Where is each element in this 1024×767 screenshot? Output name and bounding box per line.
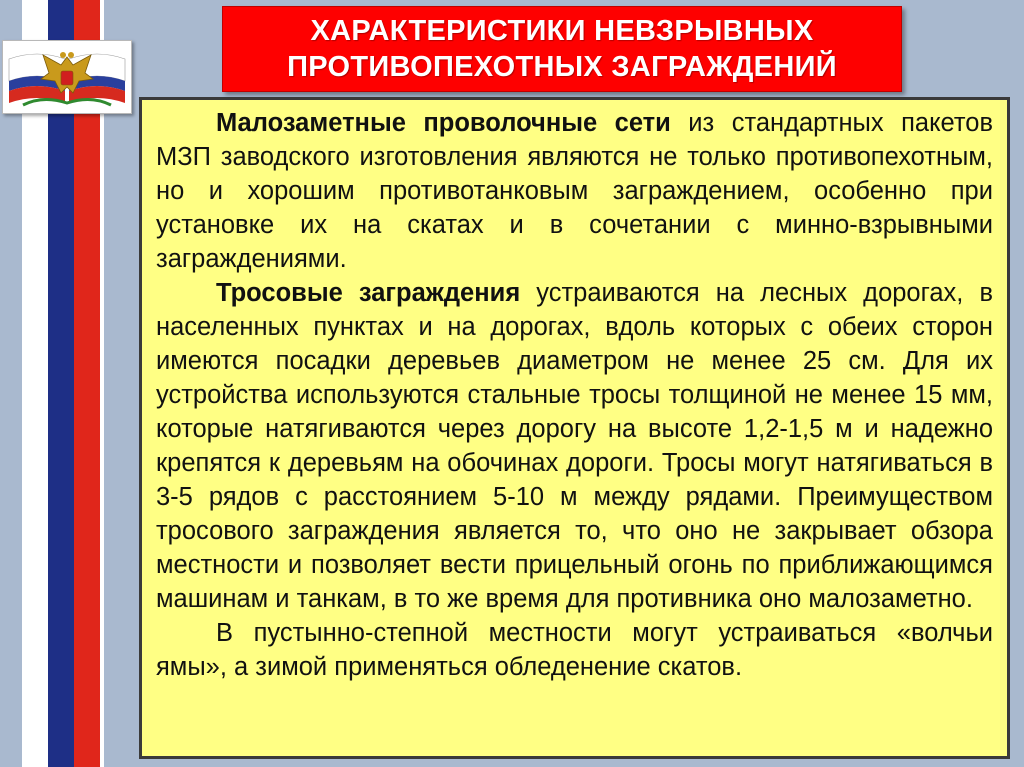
paragraph-text: устраиваются на лесных дорогах, в населенных пунктах и на дорогах, вдоль которых с обеих сторон имеются посадки деревьев диаметром не менее 25 см. Для их устройства используются стальные тросы толщиной не менее 15 мм, которые натягиваются через дорогу на высоте 1,2-1,5 м и надежно крепятся к деревьям на обочинах дороги. Тросы могут натягиваться в 3-5 рядов с расстоянием 5-10 м между рядами. Преимуществом тросового заграждения является то, что оно не закрывает обзора местности и позволяет вести прицельный огонь по приближающимся машинам и танкам, в то же время для противника оно малозаметно. bbox=[156, 279, 993, 613]
term-wire-nets: Малозаметные проволочные сети bbox=[216, 109, 671, 137]
paragraph-text: из стандартных пакетов МЗП заводского изготовления являются не только противопехотным, но и хорошим противотанковым заграждением, особенно при установке их на скатах и в сочетании с минно-взрывными заграждениями. bbox=[156, 109, 993, 273]
paragraph-desert bbox=[156, 616, 993, 684]
title-line-2: ПРОТИВОПЕХОТНЫХ ЗАГРАЖДЕНИЙ bbox=[287, 51, 837, 83]
paragraph-text: В пустынно-степной местности могут устраиваться «волчьи ямы», а зимой применяться обледенение скатов. bbox=[156, 619, 993, 681]
content-box bbox=[139, 97, 1010, 759]
russian-flag-eagle-emblem-icon bbox=[2, 40, 132, 114]
flag-stripe-blue bbox=[48, 0, 74, 767]
stripe-divider bbox=[100, 0, 104, 767]
flag-stripe-white bbox=[22, 0, 48, 767]
title-line-1: ХАРАКТЕРИСТИКИ НЕВЗРЫВНЫХ bbox=[310, 15, 814, 47]
paragraph-wire-nets bbox=[156, 106, 993, 276]
term-cable-barriers: Тросовые заграждения bbox=[216, 279, 521, 307]
paragraph-cable-barriers bbox=[156, 276, 993, 616]
flag-stripe-red bbox=[74, 0, 100, 767]
slide-title bbox=[222, 6, 902, 92]
